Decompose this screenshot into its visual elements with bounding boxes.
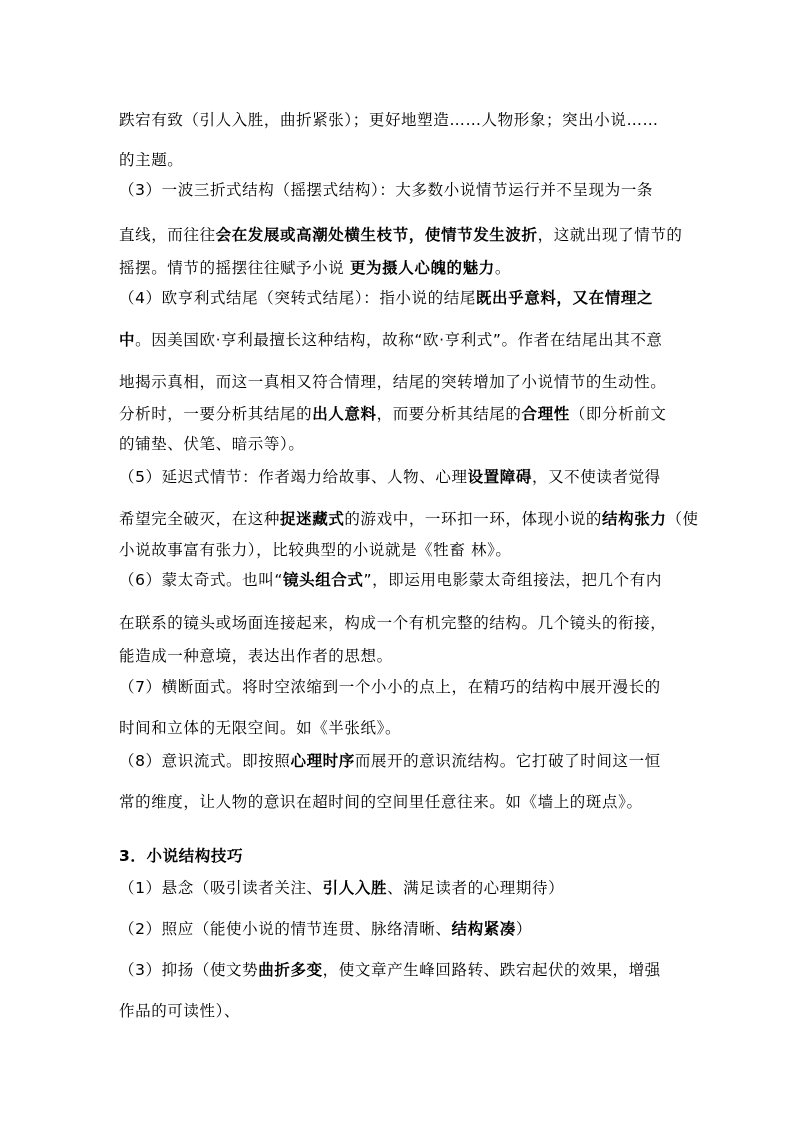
text-line-17: （7）横断面式。将时空浓缩到一个小小的点上，在精巧的结构中展开漫长的 [119,678,661,696]
list-item-1: （1）悬念（吸引读者关注、引人入胜、满足读者的心理期待） [119,879,565,897]
text-line-15: 在联系的镜头或场面连接起来，构成一个有机完整的结构。几个镜头的衔接， [119,614,667,632]
text-line-2: 的主题。 [119,151,184,169]
text-line-7: 中。因美国欧·亨利最擅长这种结构，故称“欧·亨利式”。作者在结尾出其不意 [119,331,663,349]
text-line-9: 分析时，一要分析其结尾的出人意料，而要分析其结尾的合理性（即分析前文 [119,405,667,423]
text-line-14: （6）蒙太奇式。也叫“镜头组合式”，即运用电影蒙太奇组接法，把几个有内 [119,571,662,589]
text-line-1: 跌宕有致（引人入胜，曲折紧张）；更好地塑造……人物形象；突出小说…… [119,111,659,129]
text-line-13: 小说故事富有张力），比较典型的小说就是《牲畜 林》。 [119,541,512,559]
text-line-3: （3）一波三折式结构（摇摆式结构）：大多数小说情节运行并不呈现为一条 [119,181,654,199]
list-item-3: （3）抑扬（使文势曲折多变，使文章产生峰回路转、跌宕起伏的效果，增强 [119,961,661,979]
text-line-8: 地揭示真相，而这一真相又符合情理，结尾的突转增加了小说情节的生动性。 [119,373,667,391]
list-item-3-continuation: 作品的可读性）、 [119,1002,241,1020]
text-line-11: （5）延迟式情节：作者竭力给故事、人物、心理设置障碍，又不使读者觉得 [119,468,661,486]
text-line-5: 摇摆。情节的摇摆往往赋予小说 更为摄人心魄的魅力。 [119,259,511,277]
section-heading: 3．小说结构技巧 [119,847,244,865]
text-line-18: 时间和立体的无限空间。如《半张纸》。 [119,719,402,737]
text-line-10: 的铺垫、伏笔、暗示等）。 [119,435,305,453]
text-line-12: 希望完全破灭，在这种捉迷藏式的游戏中，一环扣一环，体现小说的结构张力（使 [119,510,699,528]
text-line-19: （8）意识流式。即按照心理时序而展开的意识流结构。它打破了时间这一恒 [119,752,661,770]
text-line-6: （4）欧亨利式结尾（突转式结尾）：指小说的结尾既出乎意料，又在情理之 [119,289,654,307]
list-item-2: （2）照应（能使小说的情节连贯、脉络清晰、结构紧凑） [119,920,532,938]
text-line-20: 常的维度，让人物的意识在超时间的空间里任意往来。如《墙上的斑点》。 [119,793,643,811]
text-line-16: 能造成一种意境，表达出作者的思想。 [119,647,393,665]
text-line-4: 直线，而往往会在发展或高潮处横生枝节，使情节发生波折，这就出现了情节的 [119,226,683,244]
